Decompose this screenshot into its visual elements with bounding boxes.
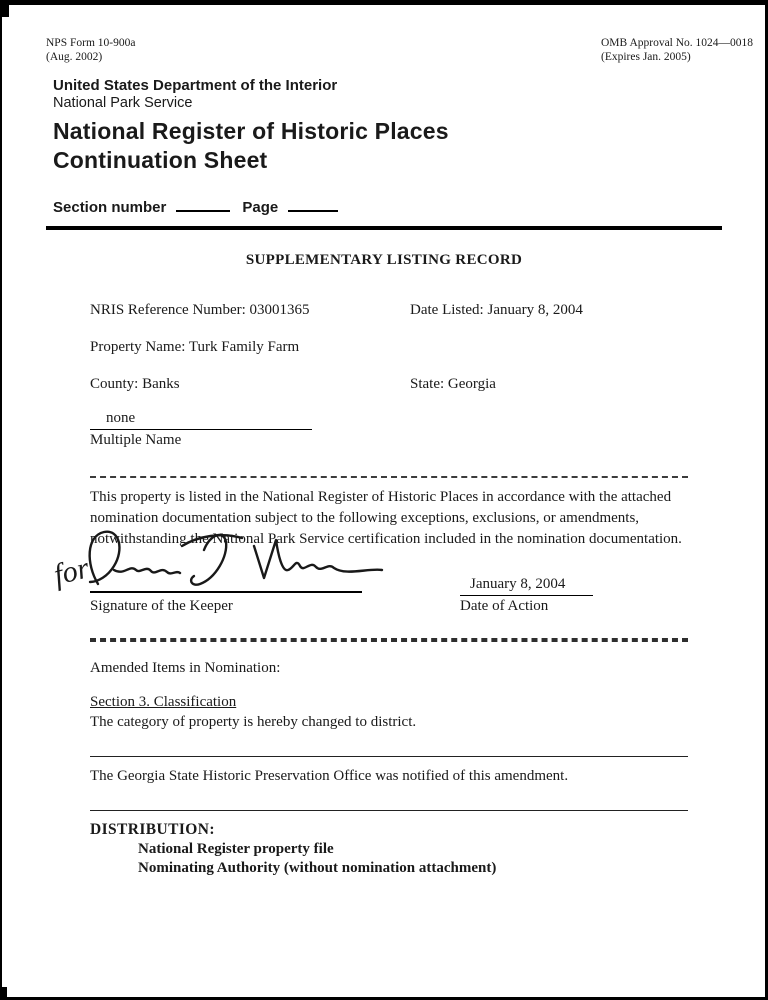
omb-expiration: (Expires Jan. 2005) [601,51,691,63]
document-title-line2: Continuation Sheet [53,147,268,173]
signature-row [50,550,690,616]
action-date-label: Date of Action [460,598,549,614]
dashed-separator [90,476,688,478]
date-of-action-column [460,550,690,616]
county-state-row [90,374,690,394]
keeper-signature-line [50,550,362,593]
keeper-signature-icon [76,520,386,600]
multiple-name-block [90,408,690,450]
double-dashed-separator [90,638,688,642]
property-name: Property Name: Turk Family Farm [90,339,300,355]
bureau-name: National Park Service [53,95,193,111]
document-title-line1: National Register of Historic Places [53,118,449,144]
omb-approval-block [601,36,753,64]
document-title [53,117,449,175]
form-number: NPS Form 10-900a [46,37,136,49]
notification-rule-bottom [90,810,688,811]
signature-column [50,550,460,616]
distribution-heading: DISTRIBUTION: [90,821,215,838]
notification-rule-top [90,756,688,757]
scan-corner-top-left [0,0,9,17]
agency-block [53,77,337,112]
handwritten-for: for [50,551,93,592]
multiple-name-value: none [90,408,312,430]
amendment-section-title: Section 3. Classification [90,694,237,710]
certification-paragraph: This property is listed in the National Register of Historic Places in accordance with the attached nomination documentation subject to the following exceptions, exclusions, or amendments, notwithstanding the National Park Service certification included in the nomination documentation. [90,489,682,547]
header-rule [46,226,722,230]
keeper-label: Signature of the Keeper [90,598,233,614]
omb-approval-number: OMB Approval No. 1024—0018 [601,37,754,49]
page-number-blank [288,199,338,212]
page-label: Page [242,199,279,216]
section-page-row [53,199,338,216]
state: State: Georgia [410,376,496,392]
action-date-value: January 8, 2004 [460,574,593,596]
date-listed: Date Listed: January 8, 2004 [410,302,583,318]
scan-edge-top [0,0,768,5]
shpo-notification: The Georgia State Historic Preservation Office was notified of this amendment. [90,768,569,784]
nris-reference: NRIS Reference Number: 03001365 [90,302,310,318]
scan-corner-bottom-left [0,987,7,1000]
amendment-section-body: The category of property is hereby changed to district. [90,714,417,730]
form-revision-date: (Aug. 2002) [46,51,103,63]
amended-items-heading: Amended Items in Nomination: [90,660,281,676]
distribution-item: National Register property file [138,841,334,857]
form-number-block [46,36,135,64]
distribution-block [90,820,690,878]
distribution-item: Nominating Authority (without nomination attachment) [138,860,497,876]
section-number-blank [176,199,230,212]
multiple-name-label: Multiple Name [90,432,182,448]
supplementary-heading: SUPPLEMENTARY LISTING RECORD [245,252,523,268]
record-body [50,300,690,878]
department-name: United States Department of the Interior [53,77,338,94]
scan-edge-left [0,0,2,1000]
nris-date-row [90,300,690,320]
county: County: Banks [90,376,180,392]
section-number-label: Section number [53,199,167,216]
